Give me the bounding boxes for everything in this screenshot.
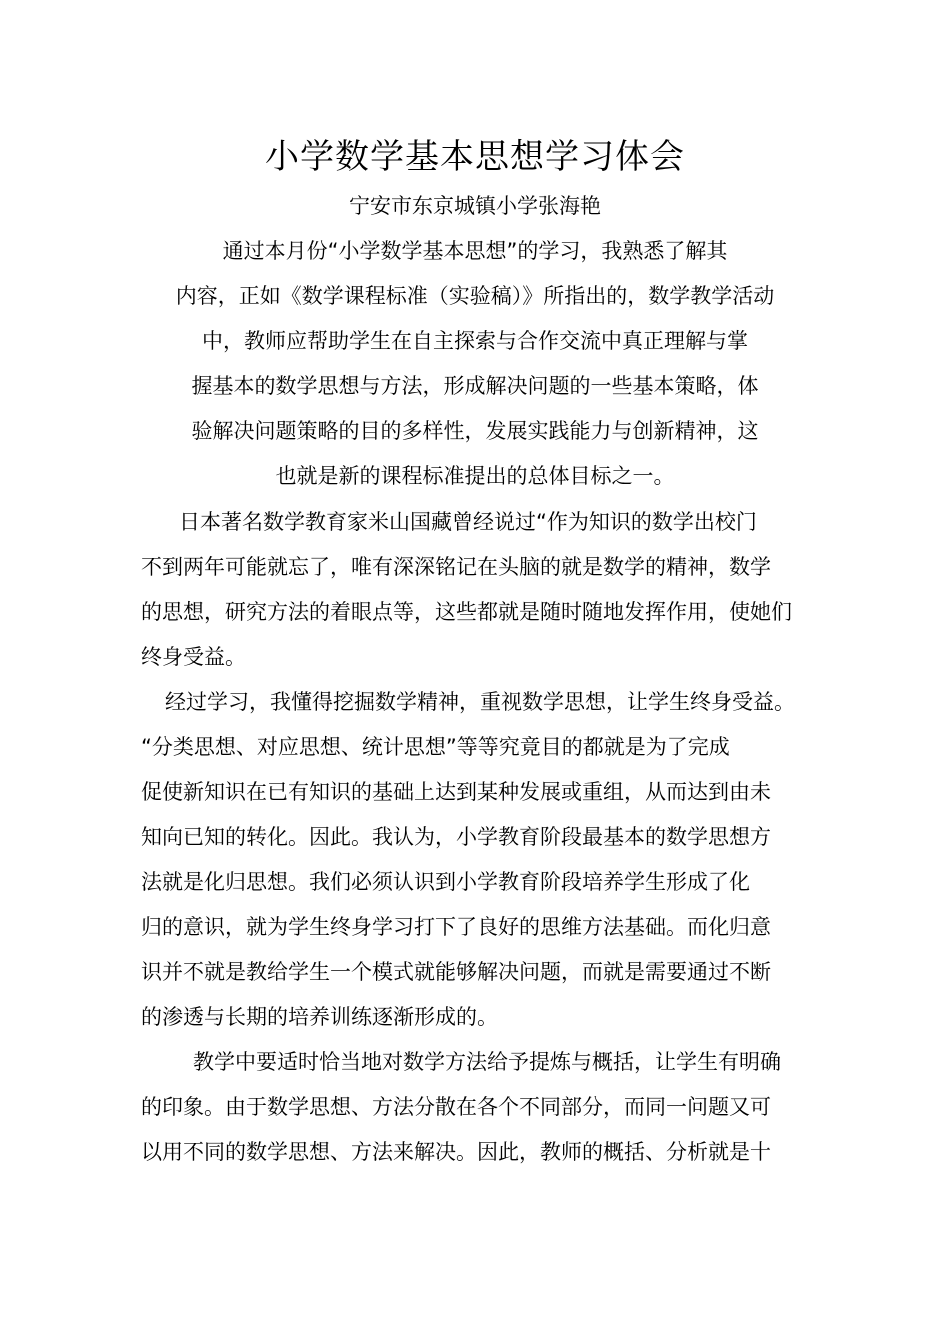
paragraph-2-line: 识并不就是教给学生一个模式就能够解决问题，而就是需要通过不断	[141, 960, 771, 984]
intro-line: 内容，正如《数学课程标准（实验稿）》所指出的，数学教学活动	[175, 284, 775, 308]
intro-line: 通过本月份“小学数学基本思想”的学习，我熟悉了解其	[222, 239, 728, 263]
intro-line: 也就是新的课程标准提出的总体目标之一。	[275, 464, 675, 488]
paragraph-2-line: 归的意识，就为学生终身学习打下了良好的思维方法基础。而化归意	[141, 915, 771, 939]
paragraph-3-line: 的印象。由于数学思想、方法分散在各个不同部分，而同一问题又可	[141, 1095, 771, 1119]
paragraph-1-line: 不到两年可能就忘了，唯有深深铭记在头脑的就是数学的精神，数学	[141, 555, 771, 579]
paragraph-2-line: 促使新知识在已有知识的基础上达到某种发展或重组，从而达到由未	[141, 780, 771, 804]
paragraph-2-line: “分类思想、对应思想、统计思想”等等究竟目的都就是为了完成	[141, 735, 730, 759]
paragraph-1-line: 的思想，研究方法的着眼点等，这些都就是随时随地发挥作用，使她们	[141, 600, 792, 624]
author-line: 宁安市东京城镇小学张海艳	[349, 194, 601, 218]
paragraph-2-line: 的渗透与长期的培养训练逐渐形成的。	[141, 1005, 498, 1029]
intro-line: 验解决问题策略的目的多样性，发展实践能力与创新精神，这	[191, 419, 759, 443]
paragraph-1-line: 终身受益。	[141, 645, 246, 669]
intro-line: 握基本的数学思想与方法，形成解决问题的一些基本策略，体	[191, 374, 759, 398]
paragraph-2-line: 法就是化归思想。我们必须认识到小学教育阶段培养学生形成了化	[141, 870, 750, 894]
paragraph-2-line: 经过学习，我懂得挖掘数学精神，重视数学思想，让学生终身受益。	[165, 690, 795, 714]
paragraph-2-line: 知向已知的转化。因此。我认为，小学教育阶段最基本的数学思想方	[141, 825, 771, 849]
paragraph-1-line: 日本著名数学教育家米山国藏曾经说过“作为知识的数学出校门	[179, 510, 757, 534]
intro-line: 中，教师应帮助学生在自主探索与合作交流中真正理解与掌	[202, 329, 748, 353]
document-title: 小学数学基本思想学习体会	[265, 137, 685, 177]
paragraph-3-line: 以用不同的数学思想、方法来解决。因此，教师的概括、分析就是十	[141, 1140, 771, 1164]
paragraph-3-line: 教学中要适时恰当地对数学方法给予提炼与概括，让学生有明确	[193, 1050, 781, 1074]
